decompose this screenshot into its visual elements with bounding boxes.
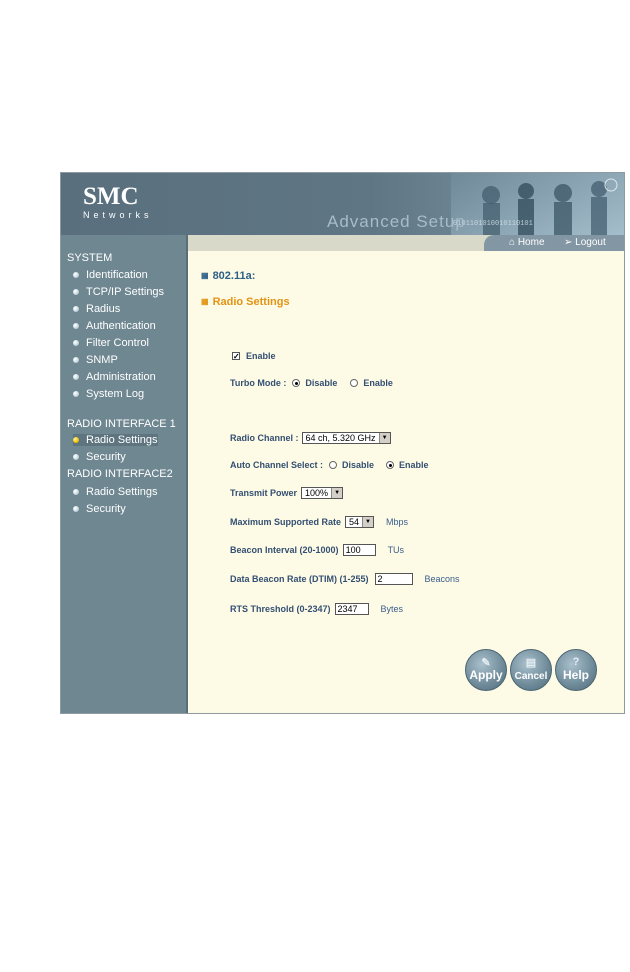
sidebar-item-radio1-radio-settings[interactable]: Radio Settings [73,434,158,446]
bullet-icon [73,489,79,495]
turbo-enable-label: Enable [363,378,393,388]
grid-icon: ▦ [201,297,209,306]
section-heading-80211a: ▦ 802.11a: [201,270,256,282]
app-window [60,172,625,714]
sidebar-item-radio2-security[interactable]: Security [73,503,126,515]
logout-link[interactable] [564,237,606,248]
bullet-icon [73,272,79,278]
cancel-button[interactable]: ▤ Cancel [510,649,552,691]
auto-channel-label: Auto Channel Select : [230,460,324,470]
transmit-power-row [230,487,343,499]
bullet-icon [73,374,79,380]
home-icon: ⌂ [509,237,516,248]
section-heading-radio-settings: ▦ Radio Settings [201,296,290,308]
turbo-mode-label: Turbo Mode : [230,378,287,388]
turbo-enable-radio[interactable] [350,379,358,387]
home-label: Home [517,237,545,248]
enable-checkbox[interactable]: ✓ [233,352,240,361]
rts-threshold-input[interactable]: 2347 [335,603,369,615]
trash-icon: ▤ [525,657,537,669]
brand-subtitle: Networks [83,210,153,220]
chevron-down-icon: ▼ [331,488,342,498]
running-man-icon: ➢ [564,237,573,248]
header-banner [61,173,624,235]
rts-threshold-label: RTS Threshold (0-2347) [230,604,331,614]
radio-channel-select[interactable]: 64 ch, 5.320 GHz ▼ [302,432,391,444]
smc-logo [83,185,153,221]
sidebar [61,235,188,713]
enable-label: Enable [246,351,276,361]
main-content [188,251,624,713]
logout-label: Logout [575,237,606,248]
help-button[interactable]: ? Help [555,649,597,691]
question-icon: ? [572,656,580,668]
beacon-interval-row [230,544,404,556]
bullet-icon [73,306,79,312]
auto-channel-row [230,460,429,470]
rts-threshold-unit: Bytes [380,604,404,614]
svg-text:0101101010010110101: 0101101010010110101 [453,220,533,228]
transmit-power-label: Transmit Power [230,488,298,498]
auto-channel-enable-radio[interactable] [386,461,394,469]
pencil-icon: ✎ [481,657,491,669]
radio-channel-label: Radio Channel : [230,433,299,443]
beacon-interval-unit: TUs [387,545,405,555]
auto-channel-enable-label: Enable [399,460,429,470]
bullet-icon [73,391,79,397]
apply-button[interactable]: ✎ Apply [465,649,507,691]
sidebar-item-radio2-radio-settings[interactable]: Radio Settings [73,486,158,498]
turbo-disable-label: Disable [305,378,338,388]
auto-channel-disable-radio[interactable] [329,461,337,469]
brand-name: SMC [83,183,139,210]
sidebar-section-radio-interface-2: RADIO INTERFACE2 [67,468,173,480]
sidebar-item-authentication[interactable]: Authentication [73,320,156,332]
dtim-row [230,573,460,585]
sidebar-item-administration[interactable]: Administration [73,371,156,383]
dtim-label: Data Beacon Rate (DTIM) (1-255) [230,574,369,584]
dtim-unit: Beacons [424,574,460,584]
bullet-icon [73,289,79,295]
bullet-icon [73,357,79,363]
sidebar-section-system: SYSTEM [67,252,113,264]
rts-threshold-row [230,603,403,615]
sidebar-item-tcpip-settings[interactable]: TCP/IP Settings [73,286,164,298]
active-bullet-icon [73,437,79,443]
max-rate-select[interactable]: 54 ▼ [345,516,374,528]
enable-row [232,351,276,361]
turbo-disable-radio[interactable] [292,379,300,387]
sidebar-item-filter-control[interactable]: Filter Control [73,337,149,349]
turbo-mode-row [230,378,393,388]
bullet-icon [73,506,79,512]
bullet-icon [73,340,79,346]
radio-channel-row [230,432,391,444]
beacon-interval-label: Beacon Interval (20-1000) [230,545,339,555]
max-rate-label: Maximum Supported Rate [230,517,342,527]
auto-channel-disable-label: Disable [342,460,375,470]
sidebar-item-identification[interactable]: Identification [73,269,148,281]
grid-icon: ▦ [201,271,209,280]
sidebar-section-radio-interface-1: RADIO INTERFACE 1 [67,418,176,430]
sidebar-item-system-log[interactable]: System Log [73,388,144,400]
bullet-icon [73,454,79,460]
dtim-input[interactable]: 2 [375,573,413,585]
beacon-interval-input[interactable]: 100 [343,544,376,556]
max-rate-row [230,516,408,528]
home-link[interactable] [509,237,545,248]
sidebar-item-radius[interactable]: Radius [73,303,120,315]
chevron-down-icon: ▼ [379,433,390,443]
sidebar-item-radio1-security[interactable]: Security [73,451,126,463]
chevron-down-icon: ▼ [362,517,373,527]
page-title: Advanced Setup [327,212,466,231]
transmit-power-select[interactable]: 100% ▼ [301,487,343,499]
banner-photo-image [451,173,624,235]
max-rate-unit: Mbps [386,517,409,527]
sidebar-item-snmp[interactable]: SNMP [73,354,118,366]
bullet-icon [73,323,79,329]
